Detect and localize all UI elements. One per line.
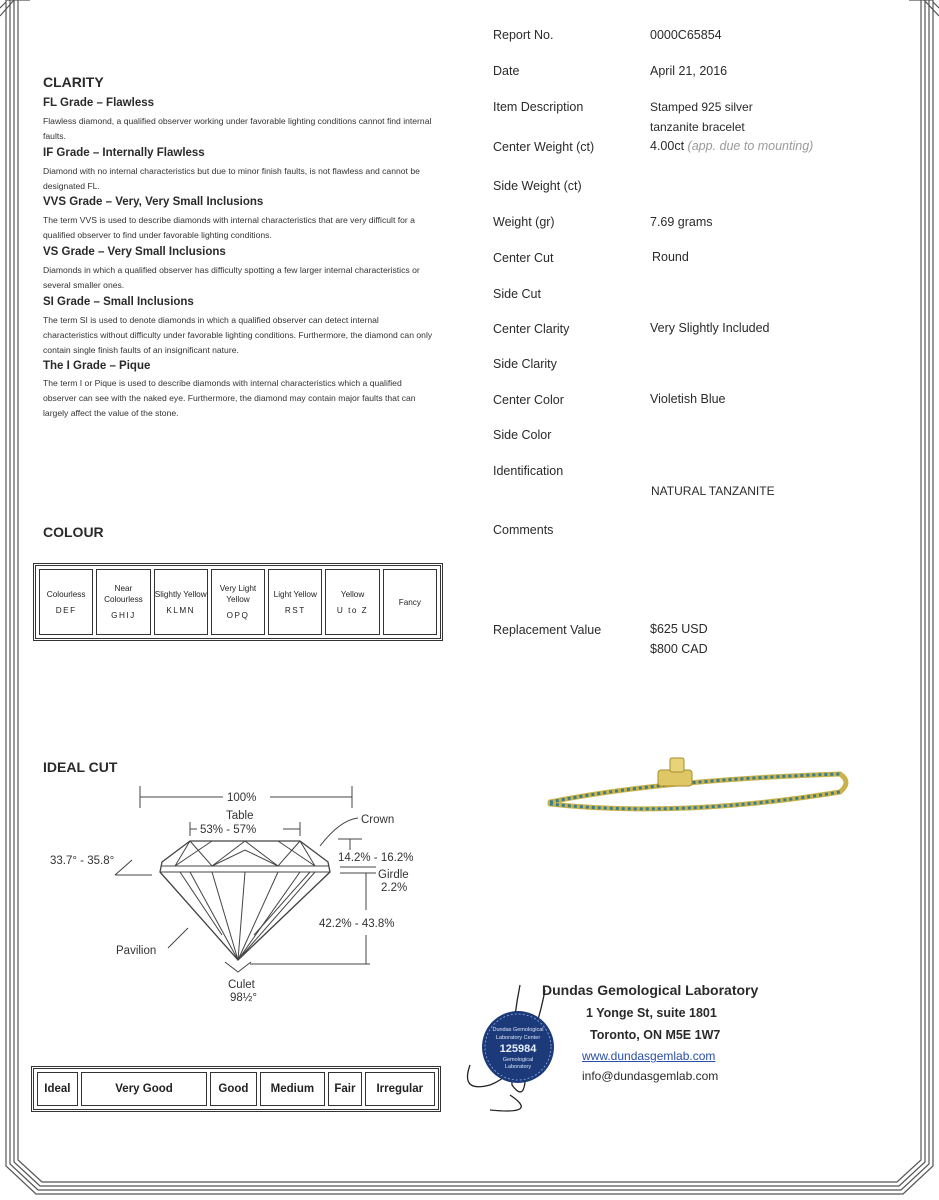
- center-weight-value: [650, 136, 813, 156]
- seal-line-1: Dundas Gemological: [492, 1027, 544, 1033]
- clarity-si-title: SI Grade – Small Inclusions: [43, 296, 194, 308]
- side-color-label: Side Color: [493, 428, 552, 442]
- center-weight-amount: 4.00ct: [650, 139, 685, 153]
- clarity-vvs-text: The term VVS is used to describe diamonds with internal characteristics that are very difficult for a qualified observer to find under favorable lighting conditions.: [43, 215, 415, 240]
- lab-email: info@dundasgemlab.com: [582, 1069, 719, 1083]
- center-weight-label: Center Weight (ct): [493, 140, 595, 154]
- colour-cell-light-yellow: Light Yellow RST: [268, 569, 322, 635]
- colour-cell-near-colourless: Near Colourless GHIJ: [96, 569, 150, 635]
- clarity-fl-title: FL Grade – Flawless: [43, 97, 155, 109]
- cut-grade-good: Good: [210, 1072, 256, 1106]
- clarity-if-text: Diamond with no internal characteristics but due to minor finish faults, is not flawless and cannot be designated FL.: [43, 166, 420, 191]
- seal-line-3: Gemological: [502, 1057, 534, 1063]
- report-no-value: 0000C65854: [650, 28, 722, 42]
- clarity-si-text: The term SI is used to denote diamonds in which a qualified observer can detect internal characteristics without difficulty under favorable lighting conditions. Furthermore, the diamond can only contain single finish faults of an insignificant nature.: [43, 315, 433, 355]
- diamond-proportions-diagram: [40, 780, 450, 1010]
- colour-cell-yellow: Yellow U to Z: [325, 569, 379, 635]
- date-label: Date: [493, 64, 520, 78]
- crown-label: Crown: [361, 814, 395, 826]
- weight-gr-label: Weight (gr): [493, 215, 555, 229]
- culet-label: Culet: [228, 979, 255, 991]
- colour-scale-table: [33, 563, 443, 641]
- report-no-label: Report No.: [493, 28, 554, 42]
- lab-address-1: 1 Yonge St, suite 1801: [586, 1006, 717, 1020]
- side-cut-label: Side Cut: [493, 287, 541, 301]
- seal-number: 125984: [499, 1043, 537, 1055]
- colour-cell-colourless: Colourless DEF: [39, 569, 93, 635]
- clarity-fl-text: Flawless diamond, a qualified observer working under favorable lighting conditions cannot find internal faults.: [43, 116, 432, 141]
- center-weight-note: (app. due to mounting): [687, 139, 814, 153]
- colour-cell-slightly-yellow: Slightly Yellow KLMN: [154, 569, 208, 635]
- girdle-label: Girdle: [378, 869, 409, 881]
- table-range-label: 53% - 57%: [200, 824, 257, 836]
- cut-grade-fair: Fair: [328, 1072, 361, 1106]
- center-clarity-value: Very Slightly Included: [650, 321, 770, 335]
- identification-label: Identification: [493, 464, 564, 478]
- clarity-vvs-title: VVS Grade – Very, Very Small Inclusions: [43, 196, 264, 208]
- lab-website-link[interactable]: www.dundasgemlab.com: [582, 1049, 716, 1063]
- lab-seal-signature: [450, 975, 590, 1115]
- weight-gr-value: 7.69 grams: [650, 215, 713, 229]
- lab-address-2: Toronto, ON M5E 1W7: [590, 1028, 721, 1042]
- clarity-title: CLARITY: [43, 74, 104, 90]
- crown-angle-label: 33.7° - 35.8°: [50, 855, 115, 867]
- clarity-i-text: The term I or Pique is used to describe diamonds with internal characteristics which a qualified observer can see with the naked eye. Furthermore, the diamond may contain major faults that can largely affect the value of the stone.: [43, 378, 416, 418]
- colour-cell-fancy: Fancy: [383, 569, 437, 635]
- pavilion-label: Pavilion: [116, 945, 157, 957]
- seal-line-2: Laboratory Center: [495, 1035, 541, 1041]
- culet-value-label: 98½°: [230, 992, 257, 1004]
- comments-label: Comments: [493, 523, 554, 537]
- cut-grade-very-good: Very Good: [81, 1072, 208, 1106]
- seal-line-4: Laboratory: [504, 1064, 532, 1070]
- tanzanite-bracelet-image: [540, 750, 860, 830]
- cut-grade-ideal: Ideal: [37, 1072, 78, 1106]
- side-clarity-label: Side Clarity: [493, 357, 557, 371]
- center-color-value: Violetish Blue: [650, 392, 726, 406]
- girdle-value-label: 2.2%: [381, 882, 408, 894]
- item-description-value: Stamped 925 silver: [650, 100, 753, 114]
- cut-grade-irregular: Irregular: [365, 1072, 435, 1106]
- identification-value: NATURAL TANZANITE: [651, 484, 775, 498]
- colour-title: COLOUR: [43, 524, 104, 540]
- center-cut-label: Center Cut: [493, 251, 554, 265]
- ideal-cut-title: IDEAL CUT: [43, 759, 118, 775]
- crown-height-label: 14.2% - 16.2%: [338, 852, 414, 864]
- lab-name: Dundas Gemological Laboratory: [542, 982, 759, 998]
- pavilion-depth-label: 42.2% - 43.8%: [319, 918, 395, 930]
- table-label: Table: [226, 810, 254, 822]
- date-value: April 21, 2016: [650, 64, 728, 78]
- colour-cell-very-light-yellow: Very Light Yellow OPQ: [211, 569, 265, 635]
- clarity-vs-title: VS Grade – Very Small Inclusions: [43, 246, 226, 258]
- side-weight-label: Side Weight (ct): [493, 179, 582, 193]
- center-color-label: Center Color: [493, 393, 564, 407]
- cut-grade-medium: Medium: [260, 1072, 326, 1106]
- replacement-value-cad: $800 CAD: [650, 642, 708, 656]
- item-description-value-2: tanzanite bracelet: [650, 120, 745, 134]
- total-width-label: 100%: [227, 792, 257, 804]
- center-clarity-label: Center Clarity: [493, 322, 570, 336]
- center-cut-value: Round: [652, 250, 689, 264]
- clarity-i-title: The I Grade – Pique: [43, 360, 151, 372]
- replacement-value-label: Replacement Value: [493, 623, 602, 637]
- clarity-if-title: IF Grade – Internally Flawless: [43, 147, 205, 159]
- replacement-value-usd: $625 USD: [650, 622, 708, 636]
- cut-grade-table: [31, 1066, 441, 1112]
- item-description-label: Item Description: [493, 100, 584, 114]
- clarity-vs-text: Diamonds in which a qualified observer has difficulty spotting a few larger internal characteristics or several smaller ones.: [43, 265, 420, 290]
